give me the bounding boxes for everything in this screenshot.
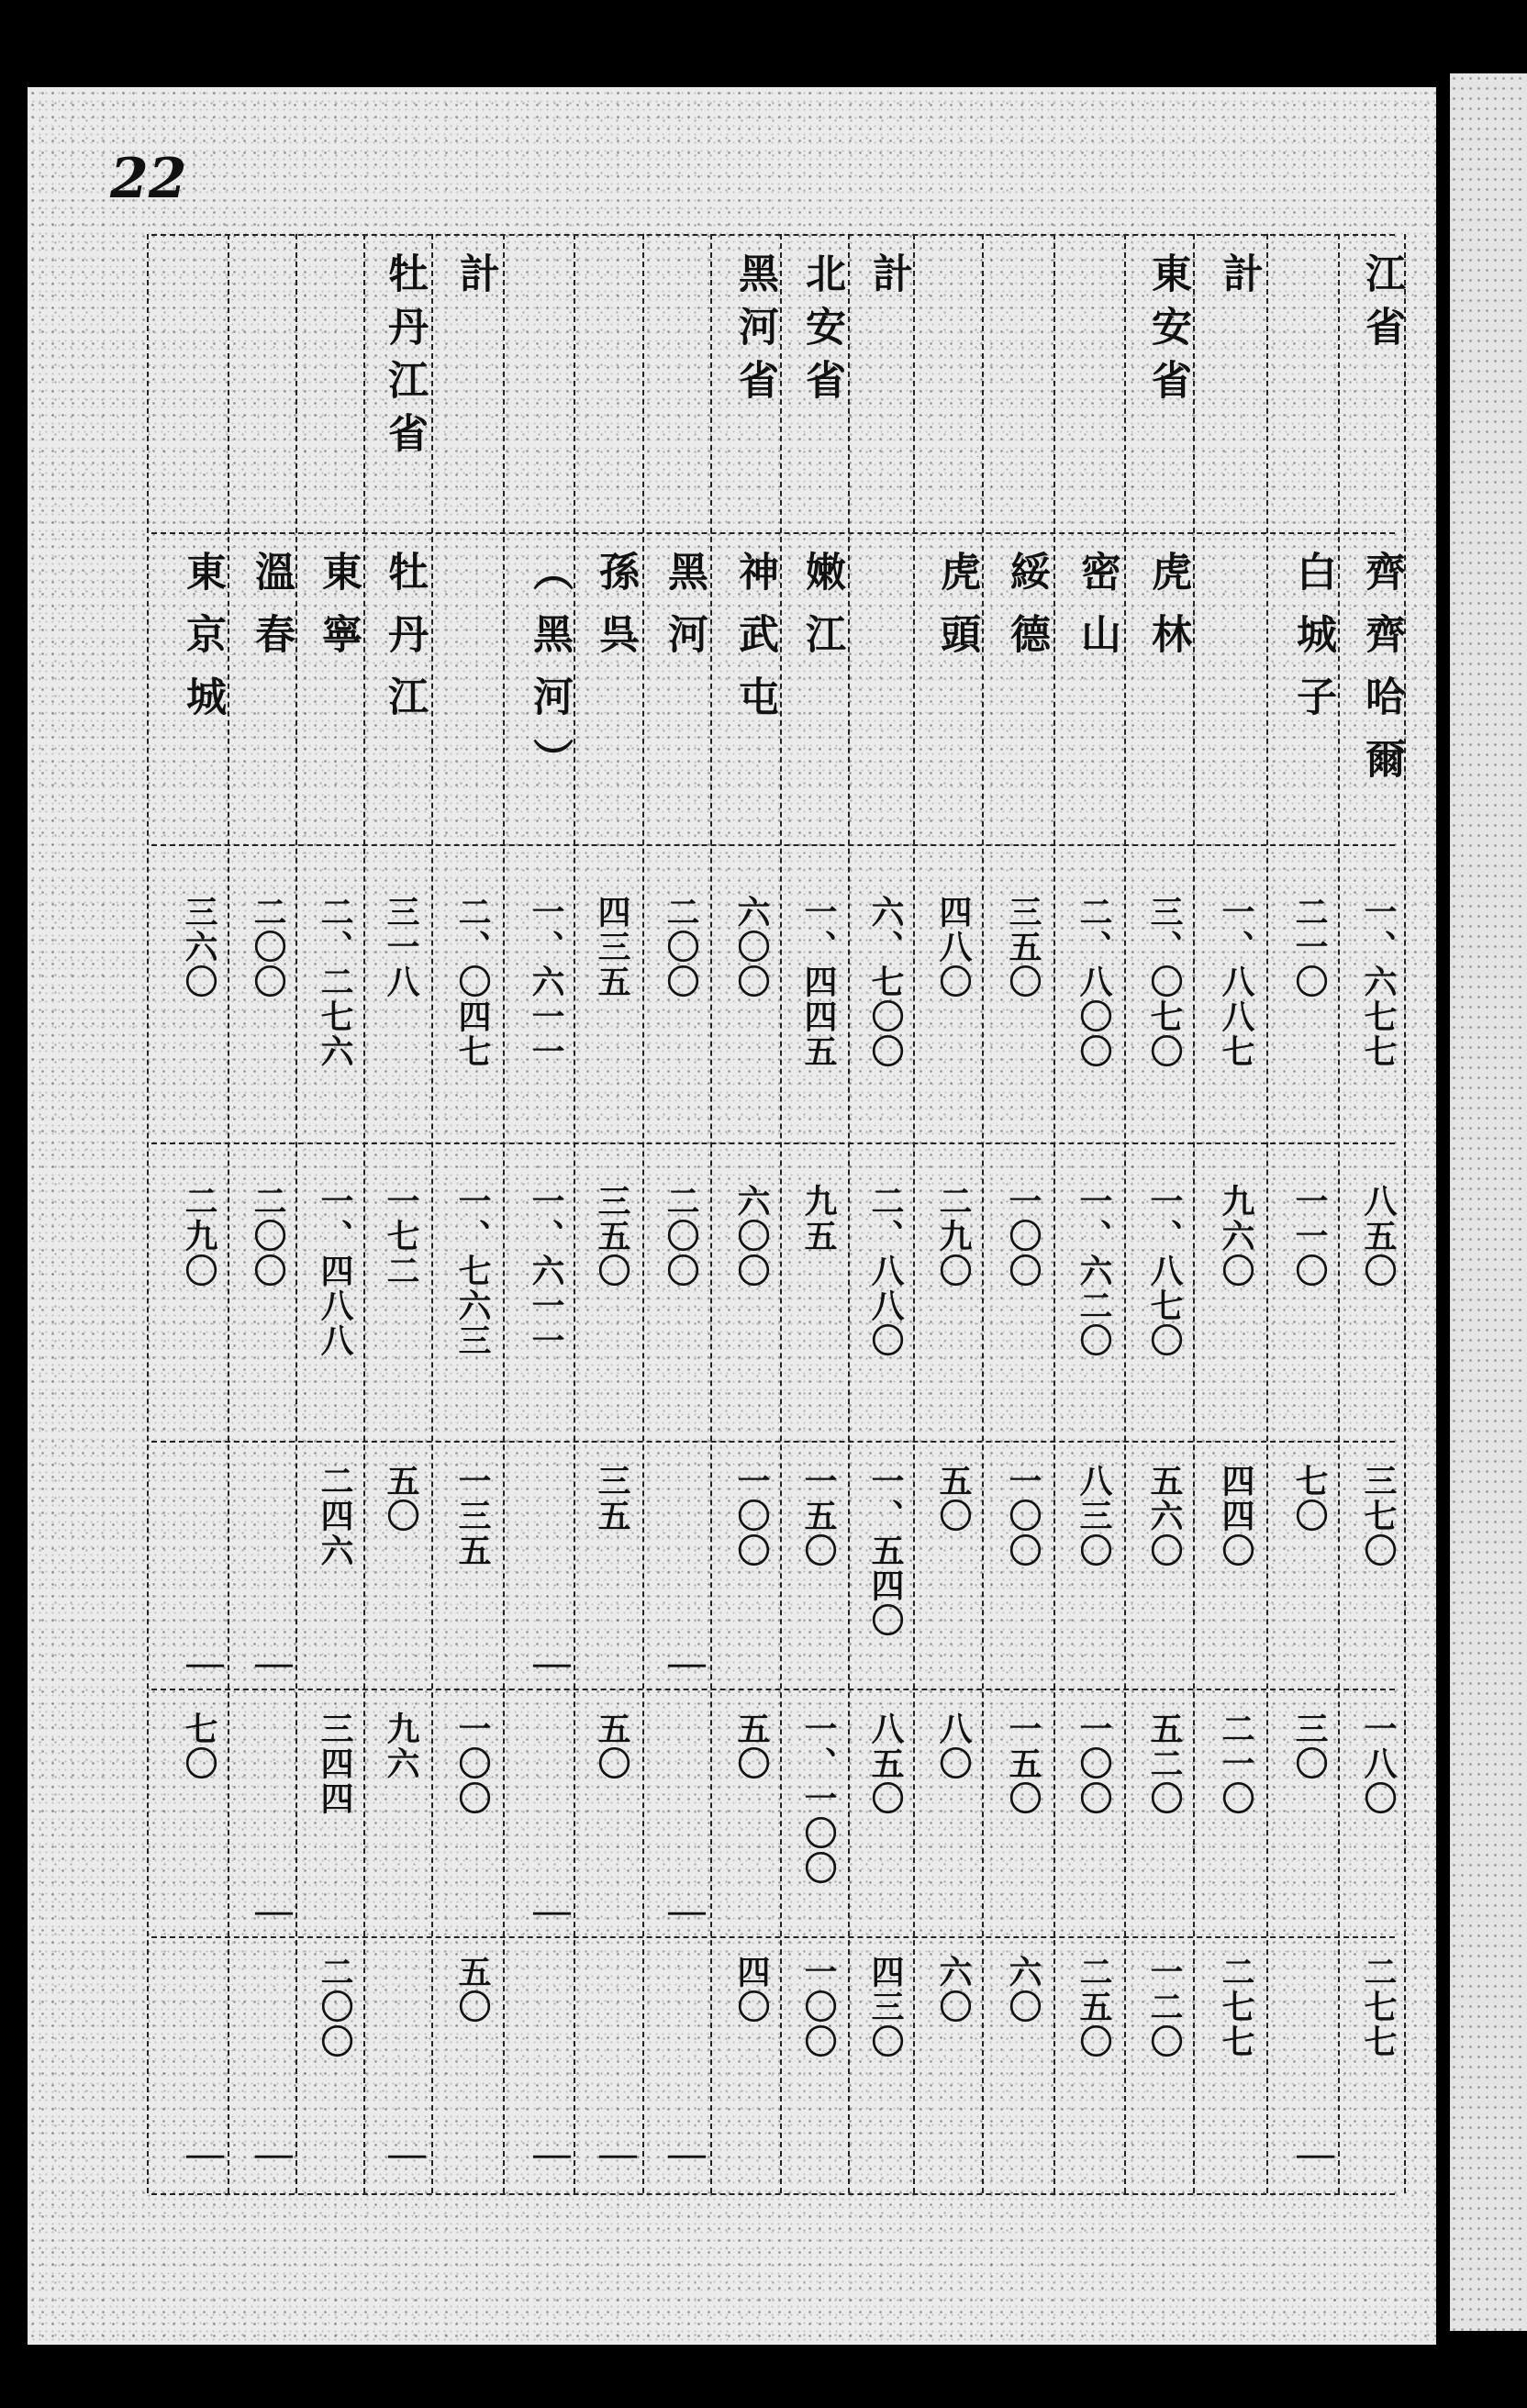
table-cell: 二七七 [1217,1955,1255,2059]
table-cell: 四八〇 [934,895,973,999]
column-rule [1193,234,1195,2193]
table-cell: 六〇 [934,1955,973,2024]
table-cell: 八五〇 [1359,1184,1398,1288]
table-cell: 五〇 [453,1955,492,2024]
table-cell: 三四四 [316,1711,354,1816]
header-rule-top [151,234,1395,236]
table-cell: 二、二七六 [316,895,354,1069]
page-number: 22 [110,147,187,211]
row-rule [151,1689,1395,1690]
table-cell: 一、六二〇 [1075,1184,1113,1358]
table-cell: 二、八〇〇 [1075,895,1113,1069]
table-cell: 一〇〇 [1004,1184,1042,1288]
table-cell: 三〇 [1290,1711,1329,1781]
table-cell: ｜ [528,1647,571,1684]
table-cell: 三、〇七〇 [1145,895,1184,1069]
column-rule [780,234,782,2193]
province-label: 計 [865,252,912,306]
table-cell: 一〇〇 [1004,1464,1042,1568]
table-cell: 四三五 [593,895,631,999]
table-cell: 一三五 [453,1464,492,1568]
table-cell: ｜ [528,2138,571,2175]
adjacent-page-edge [1450,73,1527,2331]
table-cell: 二九〇 [934,1184,973,1288]
table-cell: 二〇〇 [316,1955,354,2059]
table-cell: 一五〇 [1004,1711,1042,1816]
table-cell: ｜ [383,2138,426,2175]
table-cell: 一一〇 [1290,1184,1329,1288]
city-label: 溫春 [248,551,295,675]
row-rule [151,1936,1395,1938]
table-cell: 三五 [593,1464,631,1533]
row-rule [151,1143,1395,1144]
table-cell: 一、一〇〇 [799,1711,838,1886]
table-cell: 二、〇四七 [453,895,492,1069]
province-label: 計 [452,252,499,306]
table-cell: 六〇 [1004,1955,1042,2024]
table-cell: 一五〇 [799,1464,838,1568]
city-label: 齊齊哈爾 [1358,551,1405,800]
province-label: 北安省 [798,252,845,412]
table-cell: ｜ [663,2138,706,2175]
table-cell: ｜ [250,1647,293,1684]
table-cell: ｜ [663,1647,706,1684]
column-rule [431,234,433,2193]
column-rule [1266,234,1268,2193]
column-rule [982,234,984,2193]
column-rule [642,234,644,2193]
table-cell: 六、七〇〇 [866,895,905,1069]
city-label: 虎林 [1144,551,1191,675]
city-label: 東京城 [179,551,226,738]
table-cell: 三一八 [382,895,420,999]
city-label: 虎頭 [933,551,980,675]
table-cell: 三七〇 [1359,1464,1398,1568]
table-cell: 五〇 [382,1464,420,1533]
table-cell: 二一〇 [1290,895,1329,999]
table-cell: 五六〇 [1145,1464,1184,1568]
row-rule [151,844,1395,846]
column-rule [363,234,365,2193]
city-label: 東寧 [315,551,362,675]
table-cell: 一〇〇 [1075,1711,1113,1816]
table-cell: 二〇〇 [662,895,700,999]
row-rule [151,1441,1395,1443]
city-label: 密山 [1074,551,1120,675]
table-cell: 一〇〇 [799,1955,838,2059]
table-cell: 二〇〇 [662,1184,700,1288]
column-rule [913,234,915,2193]
province-label: 江省 [1358,252,1405,359]
table-cell: 四〇 [732,1955,771,2024]
table-cell: 一、八八七 [1217,895,1255,1069]
city-label: （黑河） [526,551,573,800]
table-cell: 二四六 [316,1464,354,1568]
header-rule-mid [151,532,1395,534]
column-rule [147,234,149,2193]
table-cell: 六〇〇 [732,895,771,999]
table-cell: 五〇 [593,1711,631,1781]
table-cell: 九五 [799,1184,838,1254]
table-cell: 一、八七〇 [1145,1184,1184,1358]
table-cell: 二一〇 [1217,1711,1255,1816]
table-cell: 七〇 [180,1711,218,1781]
table-cell: 八三〇 [1075,1464,1113,1568]
table-cell: 一、四八八 [316,1184,354,1358]
table-cell: ｜ [181,2138,224,2175]
table-cell: ｜ [663,1895,706,1932]
province-label: 牡丹江省 [381,252,428,465]
province-label: 計 [1216,252,1263,306]
table-cell: 一、五四〇 [866,1464,905,1638]
column-rule [710,234,712,2193]
table-cell: 五〇 [934,1464,973,1533]
table-cell: 四四〇 [1217,1464,1255,1568]
table-cell: 一、六七七 [1359,895,1398,1069]
table-cell: ｜ [250,1895,293,1932]
table-cell: 五二〇 [1145,1711,1184,1816]
table-cell: 一〇〇 [453,1711,492,1816]
table-cell: ｜ [181,1647,224,1684]
table-cell: ｜ [250,2138,293,2175]
table-cell: 九六〇 [1217,1184,1255,1288]
table-cell: 一〇〇 [732,1464,771,1568]
table-cell: 一七二 [382,1184,420,1288]
table-cell: 一、六一一 [527,895,565,1069]
city-label: 神武屯 [731,551,778,738]
table-cell: 二、八八〇 [866,1184,905,1358]
table-cell: ｜ [594,2138,637,2175]
table-cell: 三五〇 [593,1184,631,1288]
table-cell: 九六 [382,1711,420,1781]
table-cell: 七〇 [1290,1464,1329,1533]
column-rule [848,234,850,2193]
column-rule [1404,234,1406,2193]
column-rule [1124,234,1126,2193]
city-label: 牡丹江 [381,551,428,738]
table-cell: ｜ [528,1895,571,1932]
city-label: 綏德 [1003,551,1050,675]
column-rule [1338,234,1340,2193]
city-label: 孫呉 [592,551,639,675]
column-rule [1053,234,1055,2193]
row-rule [151,2193,1395,2195]
table-cell: 一、四四五 [799,895,838,1069]
table-cell: 六〇〇 [732,1184,771,1288]
table-cell: 三五〇 [1004,895,1042,999]
table-cell: 三六〇 [180,895,218,999]
table-cell: 一二〇 [1145,1955,1184,2059]
table-cell: 二九〇 [180,1184,218,1288]
city-label: 黑河 [661,551,708,675]
table-cell: 二〇〇 [249,1184,287,1288]
table-cell: 一、七六三 [453,1184,492,1358]
table-cell: 一八〇 [1359,1711,1398,1816]
table-cell: 二五〇 [1075,1955,1113,2059]
column-rule [228,234,229,2193]
city-label: 白城子 [1289,551,1336,738]
table-cell: 八〇 [934,1711,973,1781]
table-cell: 四三〇 [866,1955,905,2059]
column-rule [503,234,505,2193]
table-cell: 二七七 [1359,1955,1398,2059]
province-label: 黑河省 [731,252,778,412]
table-cell: 二〇〇 [249,895,287,999]
table-cell: 一、六一一 [527,1184,565,1358]
city-label: 嫩江 [798,551,845,675]
province-label: 東安省 [1144,252,1191,412]
table-cell: ｜ [1291,2138,1334,2175]
table-cell: 五〇 [732,1711,771,1781]
table-cell: 八五〇 [866,1711,905,1816]
